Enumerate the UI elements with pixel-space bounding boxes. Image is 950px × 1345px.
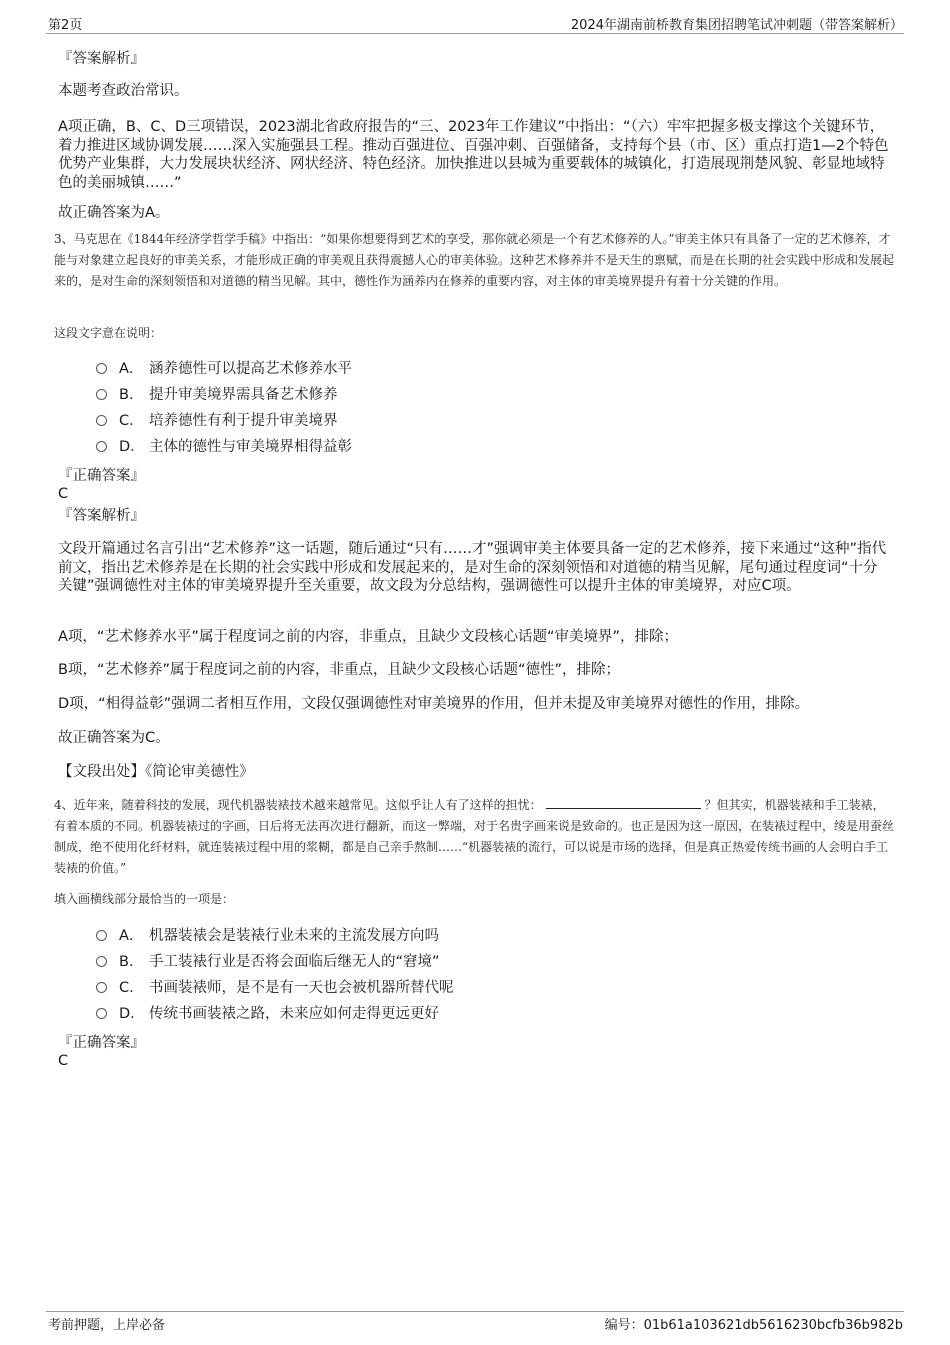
q4-stem: [54, 795, 896, 879]
q3-answer-label: 『正确答案』: [58, 468, 145, 484]
option-letter: A．: [119, 361, 144, 377]
q4-answer-label: 『正确答案』: [58, 1035, 145, 1051]
q4-option-b[interactable]: [96, 952, 440, 972]
option-text: 书画装裱师，是不是有一天也会被机器所替代呢: [149, 980, 454, 996]
q4-answer: C: [58, 1053, 69, 1069]
q3-analysis-b: B项，“艺术修养”属于程度词之前的内容，非重点，且缺少文段核心话题“德性”，排除；: [58, 662, 620, 678]
q3-answer: C: [58, 486, 69, 502]
q2-intro: 本题考查政治常识。: [58, 83, 189, 99]
q4-option-d[interactable]: [96, 1004, 439, 1024]
radio-icon[interactable]: [96, 363, 107, 374]
option-letter: B．: [119, 387, 144, 403]
footer-serial: 编号：01b61a103621db5616230bcfb36b982b: [604, 1318, 903, 1333]
fill-blank-line: [546, 797, 701, 809]
q3-analysis-d: D项，“相得益彰”强调二者相互作用，文段仅强调德性对审美境界的作用，但并未提及审美境界对德性的作用，排除。: [58, 696, 810, 712]
q4-prompt: 填入画横线部分最恰当的一项是：: [54, 892, 235, 906]
radio-icon[interactable]: [96, 441, 107, 452]
footer-divider: [46, 1311, 904, 1312]
q3-option-b[interactable]: [96, 385, 338, 405]
q3-conclusion: 故正确答案为C。: [58, 730, 170, 746]
option-letter: A．: [119, 928, 144, 944]
radio-icon[interactable]: [96, 956, 107, 967]
option-text: 主体的德性与审美境界相得益彰: [149, 439, 352, 455]
q3-analysis-a: A项，“艺术修养水平”属于程度词之前的内容，非重点，且缺少文段核心话题“审美境界”，排除；: [58, 629, 678, 645]
page-number: 第2页: [48, 18, 83, 33]
option-text: 涵养德性可以提高艺术修养水平: [149, 361, 352, 377]
q3-option-a[interactable]: [96, 359, 352, 379]
q3-option-d[interactable]: [96, 437, 352, 457]
q3-source: 【文段出处】《简论审美德性》: [58, 764, 254, 780]
q4-option-a[interactable]: [96, 926, 439, 946]
q2-conclusion: 故正确答案为A。: [58, 205, 170, 221]
radio-icon[interactable]: [96, 389, 107, 400]
option-letter: B．: [119, 954, 144, 970]
header-divider: [46, 33, 904, 34]
option-text: 提升审美境界需具备艺术修养: [149, 387, 338, 403]
document-title: 2024年湖南前桥教育集团招聘笔试冲刺题（带答案解析）: [570, 18, 903, 33]
radio-icon[interactable]: [96, 415, 107, 426]
option-text: 培养德性有利于提升审美境界: [149, 413, 338, 429]
option-letter: C．: [119, 413, 144, 429]
option-text: 机器装裱会是装裱行业未来的主流发展方向吗: [149, 928, 439, 944]
option-text: 传统书画装裱之路，未来应如何走得更远更好: [149, 1006, 439, 1022]
q3-analysis-label: 『答案解析』: [58, 508, 145, 524]
option-letter: C．: [119, 980, 144, 996]
option-letter: D．: [119, 439, 145, 455]
radio-icon[interactable]: [96, 982, 107, 993]
radio-icon[interactable]: [96, 930, 107, 941]
q4-stem-after: ？但其实，机器装裱和手工装裱，有着本质的不同。机器装裱过的字画，日后将无法再次进行翻新，而这一弊端，对于名贵字画来说是致命的。也正是因为这一原因，在装裱过程中，绫是用蚕丝制成，绝不使用化纤材料，就连装裱过程中用的浆糊，都是自己亲手熬制……“机器装裱的流行，可以说是市场的选择，但是真正热爱传统书画的人会明白手工装裱的价值。”: [54, 798, 895, 875]
q3-option-c[interactable]: [96, 411, 338, 431]
q4-option-c[interactable]: [96, 978, 454, 998]
option-text: 手工装裱行业是否将会面临后继无人的“窘境”: [149, 954, 440, 970]
q3-analysis-main: 文段开篇通过名言引出“艺术修养”这一话题，随后通过“只有……才”强调审美主体要具备一定的艺术修养，接下来通过“这种”指代前文，指出艺术修养是在长期的社会实践中形成和发展起来的，是对生命的深刻领悟和对道德的精当见解，尾句通过程度词“十分关键”强调德性对主体的审美境界提升至关重要，故文段为分总结构，强调德性可以提升主体的审美境界，对应C项。: [58, 541, 887, 595]
footer-slogan: 考前押题，上岸必备: [48, 1318, 166, 1333]
page-header: [0, 0, 950, 32]
q3-stem: 3、马克思在《1844年经济学哲学手稿》中指出：“如果你想要得到艺术的享受，那你就必须是一个有艺术修养的人。”审美主体只有具备了一定的艺术修养，才能与对象建立起良好的审美关系，才能形成正确的审美观且获得震撼人心的审美体验。这种艺术修养并不是天生的禀赋，而是在长期的社会实践中形成和发展起来的，是对生命的深刻领悟和对道德的精当见解。其中，德性作为涵养内在修养的重要内容，对主体的审美境界提升有着十分关键的作用。: [54, 232, 895, 288]
option-letter: D．: [119, 1006, 145, 1022]
radio-icon[interactable]: [96, 1008, 107, 1019]
q2-analysis-label: 『答案解析』: [58, 51, 145, 67]
q3-prompt: 这段文字意在说明：: [54, 326, 163, 340]
q4-stem-before: 4、近年来，随着科技的发展，现代机器装裱技术越来越常见。这似乎让人有了这样的担忧：: [54, 798, 542, 812]
q2-analysis: A项正确，B、C、D三项错误，2023湖北省政府报告的“三、2023年工作建议”中指出：“（六）牢牢把握多极支撑这个关键环节，着力推进区域协调发展……深入实施强县工程。推动百强进位、百强冲刺、百强储备，支持每个县（市、区）重点打造1—2个特色优势产业集群，大力发展块状经济、网状经济、特色经济。加快推进以县城为重要载体的城镇化，打造展现荆楚风貌、彰显地域特色的美丽城镇……”: [58, 119, 889, 191]
